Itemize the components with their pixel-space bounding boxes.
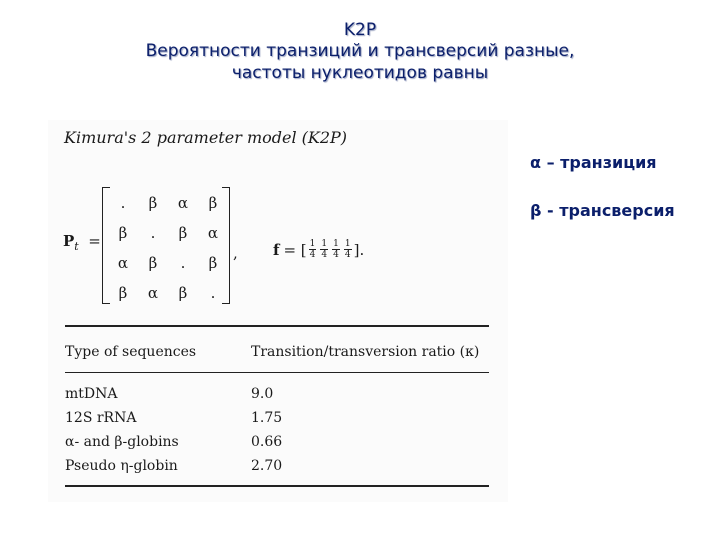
frequency-label: f [273, 240, 280, 259]
table-header-ratio: Transition/transversion ratio (κ) [251, 344, 480, 360]
slide-subtitle-line-2: частоты нуклеотидов равны [231, 63, 489, 83]
model-heading: Kimura's 2 parameter model (K2P) [64, 128, 348, 147]
legend-alpha: α – транзиция [530, 153, 657, 172]
matrix-cell: α [207, 224, 219, 242]
matrix-cell: α [177, 194, 189, 212]
frequency-close: ]. [353, 240, 365, 259]
matrix-equals: = [88, 232, 101, 250]
matrix-cell: α [147, 284, 159, 302]
matrix-comma: , [233, 244, 238, 262]
table-header-rule [65, 372, 489, 373]
table-cell-type: mtDNA [65, 386, 118, 402]
table-cell-ratio: 0.66 [251, 434, 283, 450]
table-cell-ratio: 9.0 [251, 386, 274, 402]
matrix-label [63, 232, 101, 253]
frequency-fraction [344, 239, 352, 260]
fraction-denominator: 4 [333, 250, 339, 260]
fraction-numerator: 1 [344, 239, 351, 249]
table-bottom-rule [65, 485, 489, 487]
frequency-fraction [320, 239, 328, 260]
fraction-numerator: 1 [321, 239, 328, 249]
matrix-cell: β [178, 284, 188, 302]
table-cell-ratio: 1.75 [251, 410, 283, 426]
frequency-fraction [309, 239, 317, 260]
matrix-cell: β [178, 224, 188, 242]
fraction-numerator: 1 [309, 239, 316, 249]
matrix-cell: β [208, 254, 218, 272]
fraction-denominator: 4 [309, 250, 316, 260]
fraction-denominator: 4 [344, 250, 351, 260]
fraction-numerator: 1 [333, 239, 339, 249]
matrix-cell: α [117, 254, 129, 272]
slide-title: K2P [343, 20, 377, 40]
fraction-denominator: 4 [321, 250, 328, 260]
table-cell-ratio: 2.70 [251, 458, 283, 474]
frequency-values [307, 239, 354, 260]
matrix-cell: β [208, 194, 218, 212]
matrix-label-subscript: t [74, 240, 79, 253]
matrix-cell: β [148, 254, 158, 272]
table-cell-type: α- and β-globins [65, 434, 179, 450]
matrix-cell: . [210, 284, 216, 302]
frequency-open: = [ [283, 240, 307, 259]
table-top-rule [65, 325, 489, 327]
matrix-cell: β [118, 284, 128, 302]
table-cell-type: Pseudo η-globin [65, 458, 178, 474]
frequency-fraction [332, 239, 340, 260]
matrix-label-p: P [63, 232, 75, 250]
slide-subtitle-line-1: Вероятности транзиций и трансверсий разные, [145, 41, 575, 61]
table-header-type: Type of sequences [65, 344, 197, 360]
matrix-cell: . [150, 224, 156, 242]
legend-beta: β - трансверсия [530, 201, 675, 220]
frequency-vector [273, 239, 364, 260]
matrix-cell: β [148, 194, 158, 212]
matrix-cell: β [118, 224, 128, 242]
matrix-cell: . [180, 254, 186, 272]
table-cell-type: 12S rRNA [65, 410, 137, 426]
matrix-cell: . [120, 194, 126, 212]
